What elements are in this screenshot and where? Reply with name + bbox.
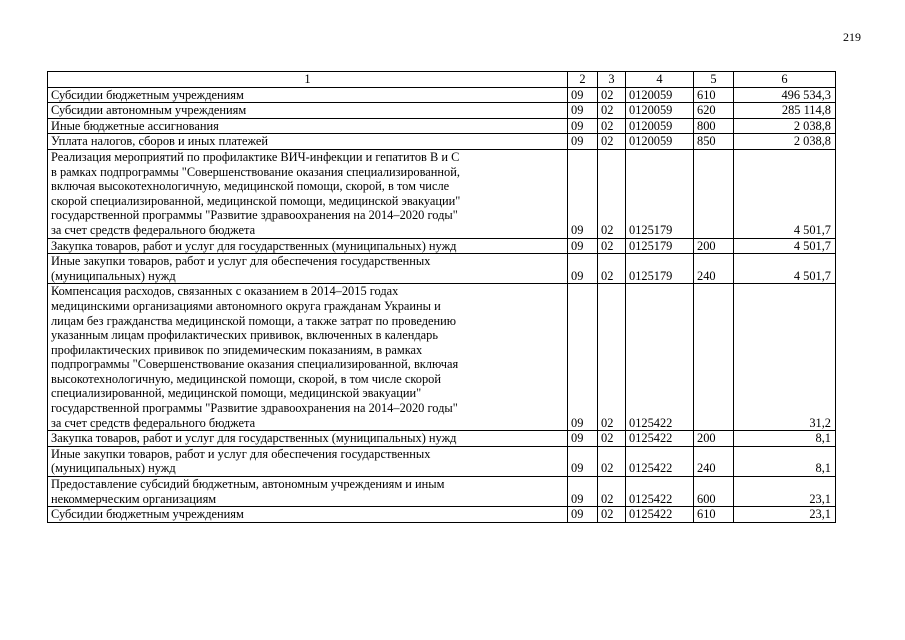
row-expense-type — [694, 284, 734, 431]
table-row — [48, 118, 836, 134]
table-body — [48, 87, 836, 522]
row-target-article: 0125422 — [626, 446, 694, 476]
row-name: Закупка товаров, работ и услуг для государственных (муниципальных) нужд — [48, 238, 568, 254]
row-name: Субсидии бюджетным учреждениям — [48, 507, 568, 523]
row-expense-type: 240 — [694, 446, 734, 476]
row-subsection: 02 — [598, 284, 626, 431]
row-target-article: 0120059 — [626, 118, 694, 134]
row-target-article: 0125422 — [626, 507, 694, 523]
row-expense-type — [694, 149, 734, 238]
row-expense-type: 200 — [694, 238, 734, 254]
row-expense-type: 610 — [694, 507, 734, 523]
row-subsection: 02 — [598, 134, 626, 150]
budget-table — [47, 71, 836, 523]
row-name: Компенсация расходов, связанных с оказанием в 2014–2015 годах медицинскими организациями автономного округа гражданам Украины и лицам без гражданства медицинской помощи, а также затрат по проведению указанным лицам профилактических прививок, включенных в календарь профилактических прививок по эпидемическим показаниям, в рамках подпрограммы "Совершенствование оказания специализированной, включая высокотехнологичную, медицинской помощи, скорой, в том числе скорой специализированной, медицинской помощи, медицинской эвакуации" государственной программы "Развитие здравоохранения на 2014–2020 годы" за счет средств федерального бюджета — [48, 284, 568, 431]
row-subsection: 02 — [598, 477, 626, 507]
header-col-1: 1 — [48, 72, 568, 88]
row-subsection: 02 — [598, 118, 626, 134]
row-subsection: 02 — [598, 149, 626, 238]
row-name: Субсидии автономным учреждениям — [48, 103, 568, 119]
row-amount: 31,2 — [734, 284, 836, 431]
row-name: Закупка товаров, работ и услуг для государственных (муниципальных) нужд — [48, 431, 568, 447]
row-section: 09 — [568, 254, 598, 284]
table-row — [48, 507, 836, 523]
table-row — [48, 87, 836, 103]
row-name: Иные закупки товаров, работ и услуг для обеспечения государственных (муниципальных) нужд — [48, 446, 568, 476]
row-target-article: 0125422 — [626, 284, 694, 431]
row-name: Иные бюджетные ассигнования — [48, 118, 568, 134]
row-name: Иные закупки товаров, работ и услуг для обеспечения государственных (муниципальных) нужд — [48, 254, 568, 284]
table-header — [48, 72, 836, 88]
row-section: 09 — [568, 238, 598, 254]
row-target-article: 0125179 — [626, 238, 694, 254]
row-target-article: 0120059 — [626, 134, 694, 150]
row-section: 09 — [568, 149, 598, 238]
table-row — [48, 134, 836, 150]
table-row — [48, 238, 836, 254]
row-subsection: 02 — [598, 507, 626, 523]
row-expense-type: 240 — [694, 254, 734, 284]
row-amount: 2 038,8 — [734, 118, 836, 134]
row-amount: 23,1 — [734, 507, 836, 523]
row-subsection: 02 — [598, 238, 626, 254]
table-row — [48, 254, 836, 284]
row-amount: 496 534,3 — [734, 87, 836, 103]
row-amount: 4 501,7 — [734, 254, 836, 284]
row-name: Субсидии бюджетным учреждениям — [48, 87, 568, 103]
row-subsection: 02 — [598, 446, 626, 476]
row-target-article: 0125422 — [626, 477, 694, 507]
table-row — [48, 477, 836, 507]
row-expense-type: 600 — [694, 477, 734, 507]
header-col-3: 3 — [598, 72, 626, 88]
row-target-article: 0120059 — [626, 103, 694, 119]
row-section: 09 — [568, 87, 598, 103]
page-number: 219 — [843, 30, 861, 44]
header-row — [48, 72, 836, 88]
row-section: 09 — [568, 118, 598, 134]
row-section: 09 — [568, 477, 598, 507]
row-target-article: 0125422 — [626, 431, 694, 447]
row-subsection: 02 — [598, 254, 626, 284]
row-amount: 8,1 — [734, 446, 836, 476]
row-section: 09 — [568, 284, 598, 431]
row-name: Уплата налогов, сборов и иных платежей — [48, 134, 568, 150]
table-row — [48, 446, 836, 476]
row-target-article: 0125179 — [626, 149, 694, 238]
row-expense-type: 620 — [694, 103, 734, 119]
row-amount: 8,1 — [734, 431, 836, 447]
table-row — [48, 149, 836, 238]
row-section: 09 — [568, 446, 598, 476]
row-section: 09 — [568, 134, 598, 150]
row-section: 09 — [568, 103, 598, 119]
row-amount: 2 038,8 — [734, 134, 836, 150]
table-row — [48, 431, 836, 447]
row-amount: 4 501,7 — [734, 149, 836, 238]
row-target-article: 0120059 — [626, 87, 694, 103]
row-subsection: 02 — [598, 87, 626, 103]
row-amount: 4 501,7 — [734, 238, 836, 254]
header-col-2: 2 — [568, 72, 598, 88]
row-amount: 285 114,8 — [734, 103, 836, 119]
header-col-4: 4 — [626, 72, 694, 88]
row-subsection: 02 — [598, 103, 626, 119]
row-expense-type: 800 — [694, 118, 734, 134]
row-expense-type: 610 — [694, 87, 734, 103]
table-row — [48, 284, 836, 431]
row-name: Предоставление субсидий бюджетным, автономным учреждениям и иным некоммерческим организациям — [48, 477, 568, 507]
row-section: 09 — [568, 507, 598, 523]
row-amount: 23,1 — [734, 477, 836, 507]
table-row — [48, 103, 836, 119]
header-col-5: 5 — [694, 72, 734, 88]
row-expense-type: 200 — [694, 431, 734, 447]
row-name: Реализация мероприятий по профилактике ВИЧ-инфекции и гепатитов В и С в рамках подпрограммы "Совершенствование оказания специализированной, включая высокотехнологичную, медицинской помощи, скорой, в том числе скорой специализированной, медицинской помощи, медицинской эвакуации" государственной программы "Развитие здравоохранения на 2014–2020 годы" за счет средств федерального бюджета — [48, 149, 568, 238]
row-target-article: 0125179 — [626, 254, 694, 284]
row-expense-type: 850 — [694, 134, 734, 150]
row-section: 09 — [568, 431, 598, 447]
header-col-6: 6 — [734, 72, 836, 88]
row-subsection: 02 — [598, 431, 626, 447]
